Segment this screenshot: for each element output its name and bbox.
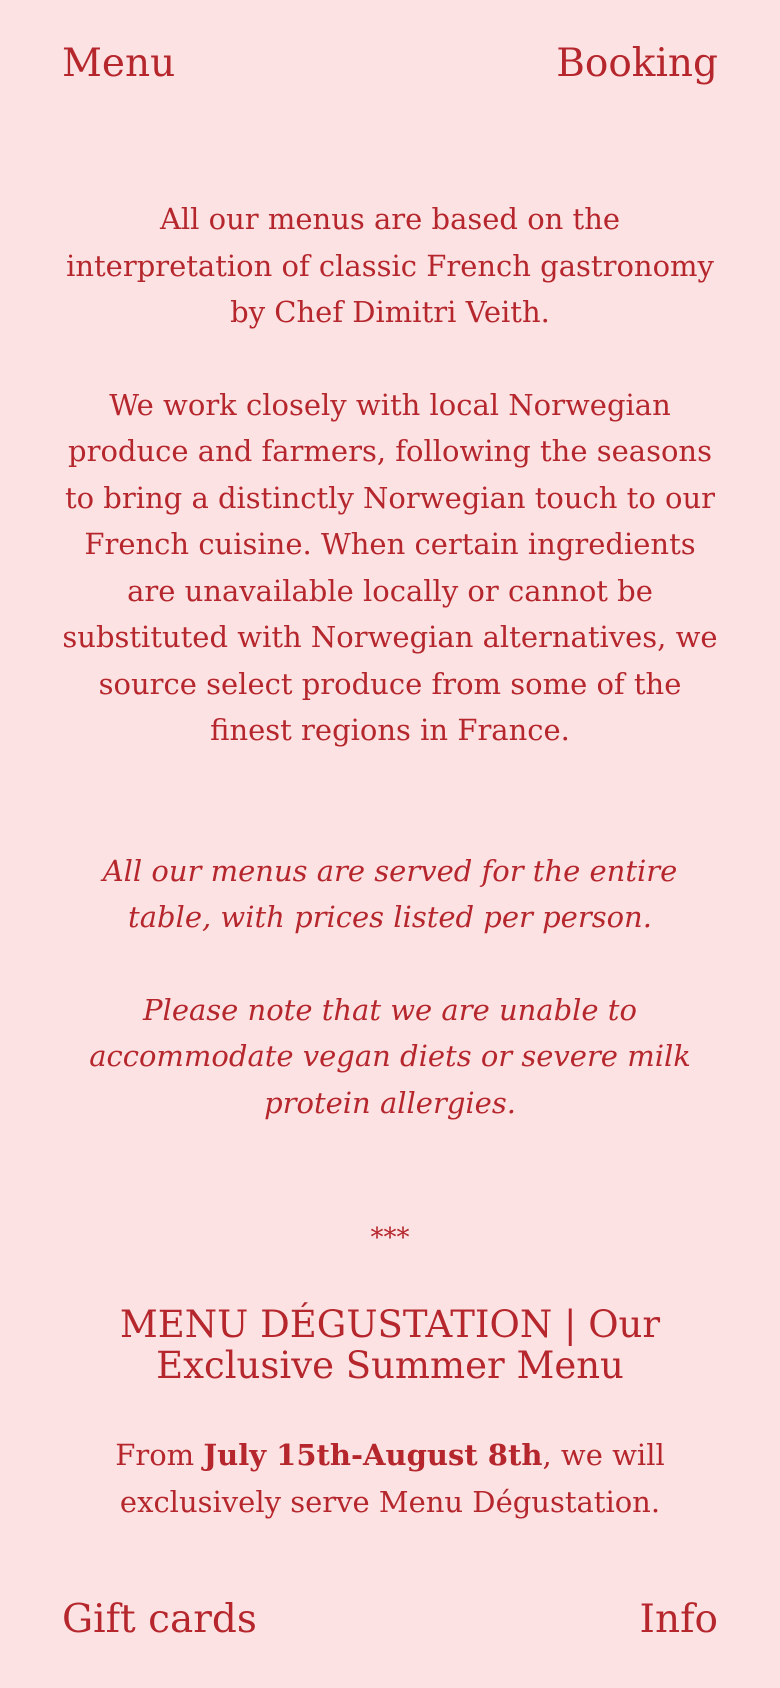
dates-range: July 15th-August 8th: [203, 1438, 543, 1472]
top-nav: [62, 41, 718, 86]
dates-suffix: , we will exclusively serve Menu Dégustation.: [119, 1438, 665, 1519]
bottom-nav: [62, 1597, 718, 1642]
gift-cards-link[interactable]: Gift cards: [62, 1597, 257, 1642]
summer-menu-dates-paragraph: [60, 1432, 720, 1525]
served-note: All our menus are served for the entire table, with prices listed per person.: [102, 853, 678, 934]
menu-info-content: [60, 196, 720, 1525]
info-link[interactable]: Info: [639, 1597, 718, 1642]
section-separator: ***: [370, 1223, 410, 1253]
summer-menu-heading: MENU DÉGUSTATION | Our Exclusive Summer Menu: [119, 1303, 661, 1387]
booking-link[interactable]: Booking: [556, 41, 718, 86]
dates-prefix: From: [115, 1438, 204, 1472]
dietary-note: Please note that we are unable to accommodate vegan diets or severe milk protein allergies.: [89, 992, 691, 1120]
intro-paragraph: All our menus are based on the interpretation of classic French gastronomy by Chef Dimitri Veith.: [66, 202, 714, 329]
local-produce-paragraph: We work closely with local Norwegian produce and farmers, following the seasons to bring a distinctly Norwegian touch to our French cuisine. When certain ingredients are unavailable locally or cannot be substituted with Norwegian alternatives, we source select produce from some of the finest regions in France.: [62, 387, 718, 747]
menu-link[interactable]: Menu: [62, 41, 176, 86]
